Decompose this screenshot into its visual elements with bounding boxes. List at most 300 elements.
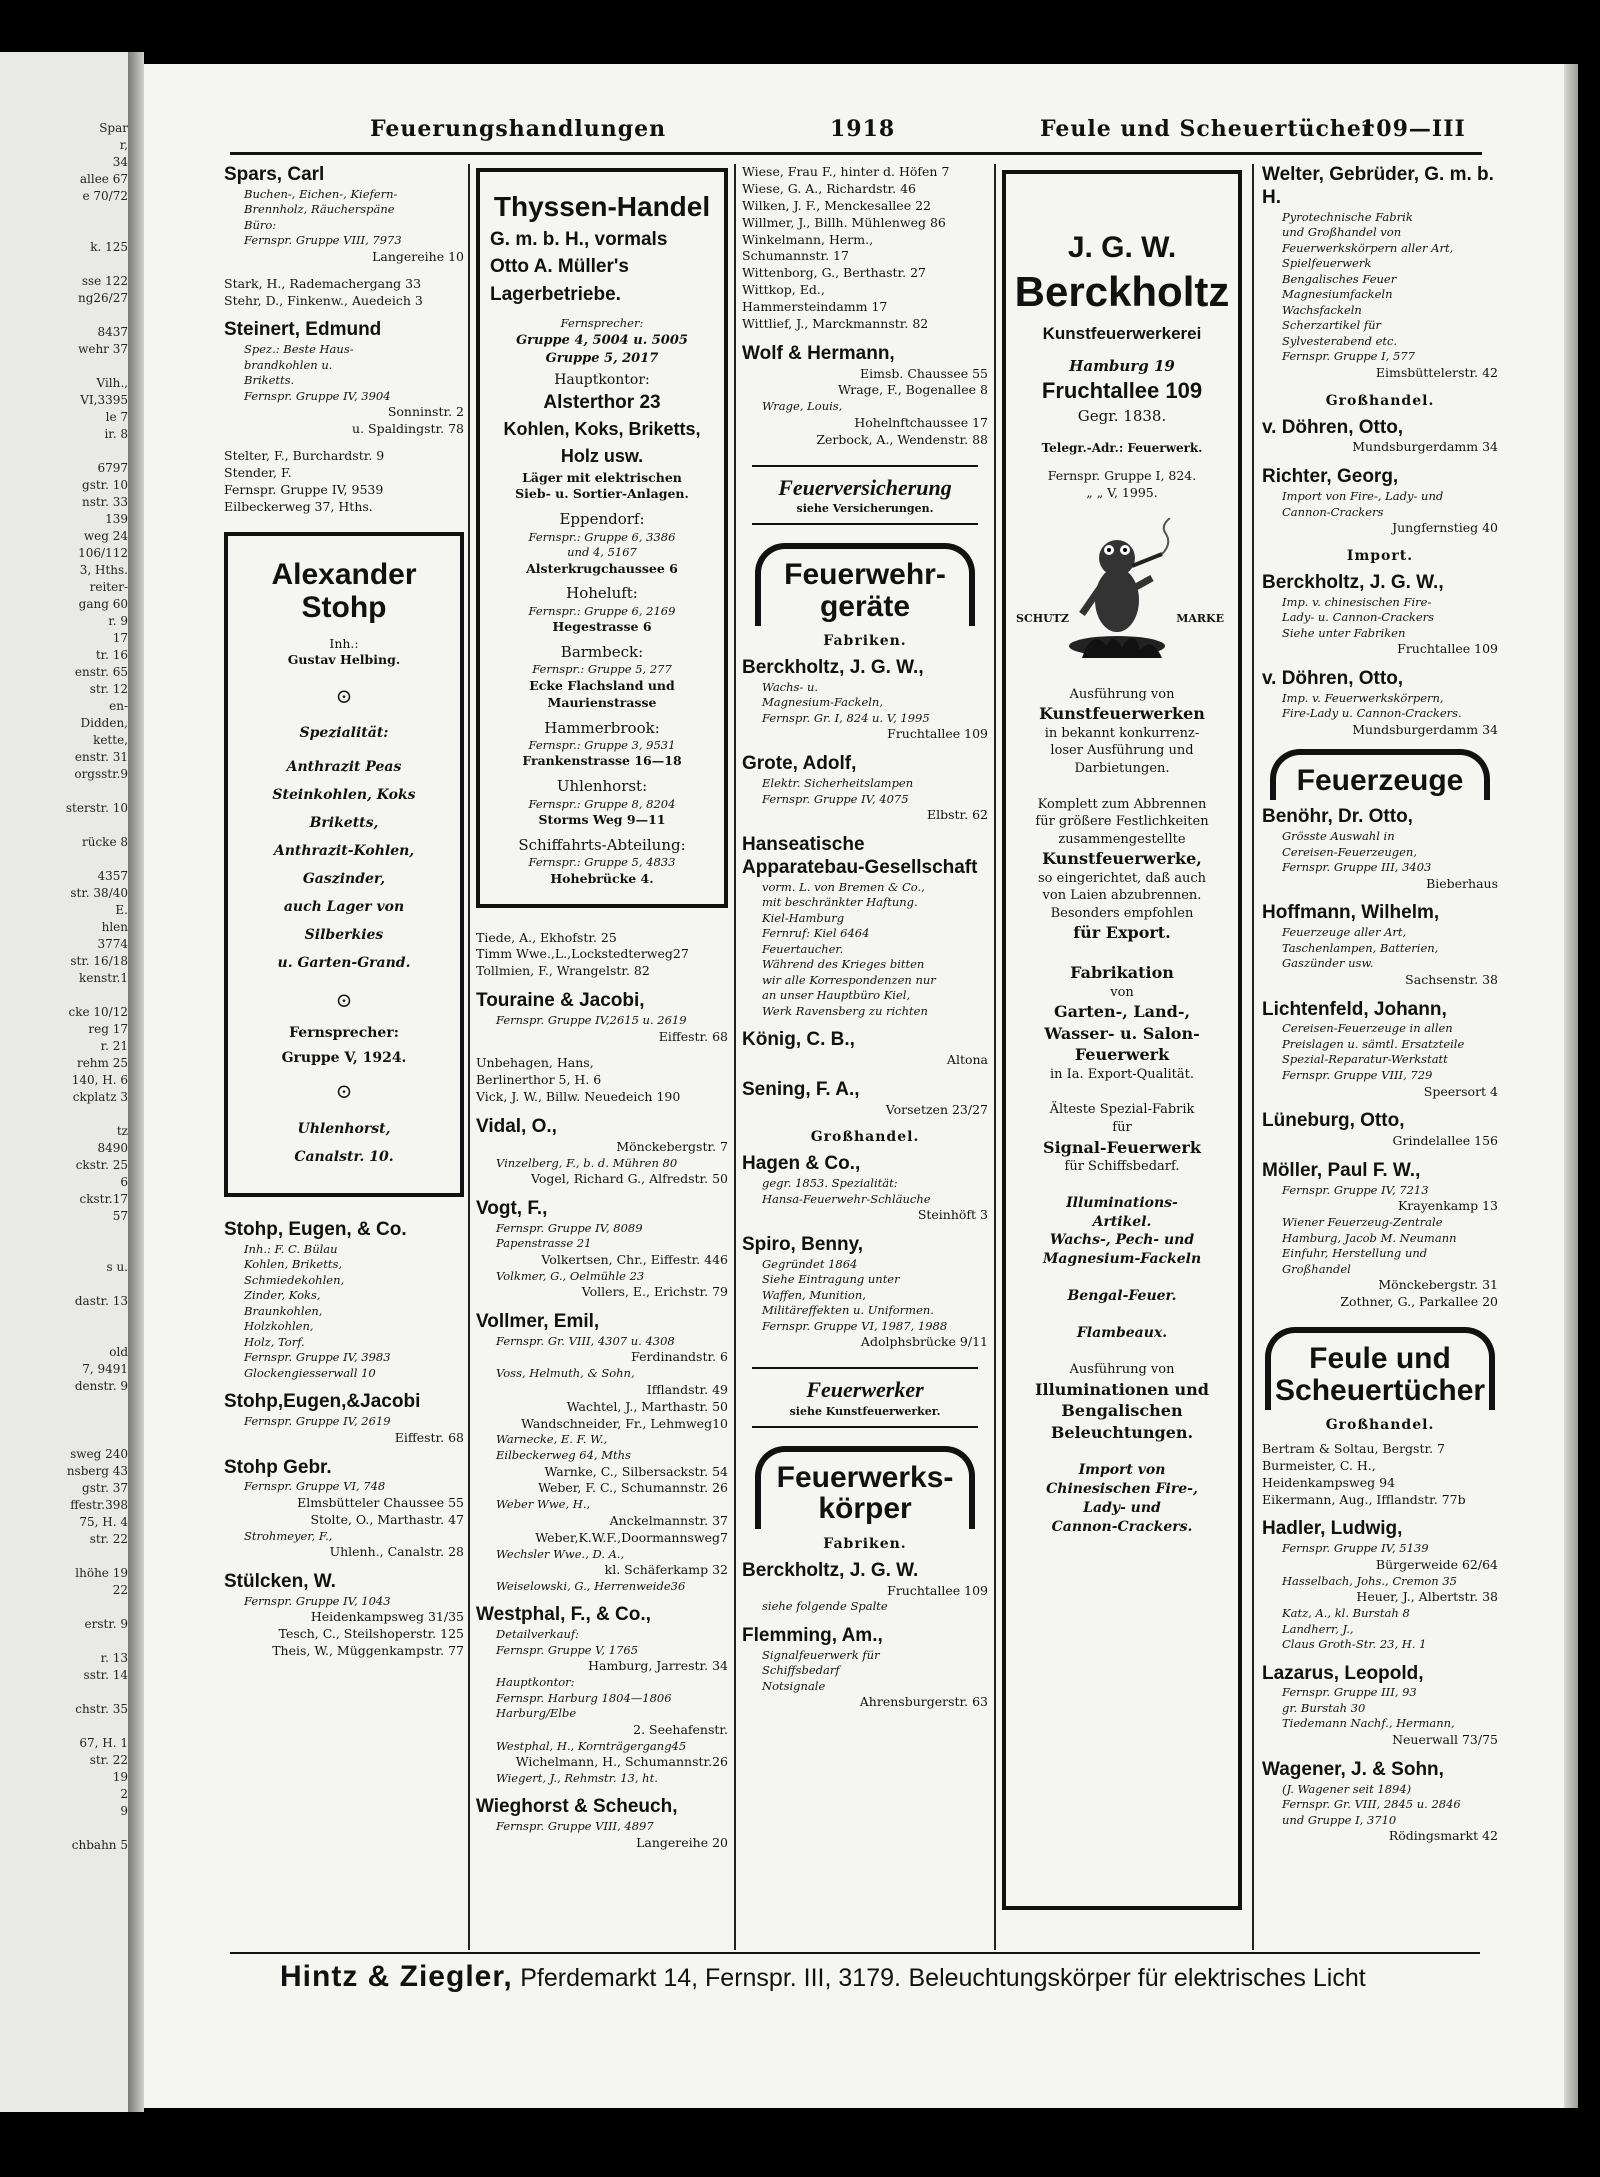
stub-line: 3, Hths. [79,563,128,577]
stub-line [2,1684,128,1701]
category-feule-scheuertuecher: Feule und Scheuertücher [1265,1327,1495,1410]
entry-line: Signalfeuerwerk für [762,1647,880,1662]
entry-line: Sonninstr. 2 [387,404,464,420]
stub-line: chstr. 35 [75,1702,128,1716]
entry-line: Inh.: F. C. Bülau [244,1241,338,1256]
entry-line: Feuerzeuge aller Art, [1282,925,1407,940]
stub-line [2,1599,128,1616]
stub-line [2,987,128,1004]
directory-entry [1262,1518,1498,1652]
entry-line: Notsignale [762,1678,826,1693]
stub-line: ckstr.17 [79,1192,128,1206]
footer-advert [280,1960,1480,2000]
entry-line: Siehe unter Fabriken [1282,625,1406,640]
ad-address [234,1115,454,1171]
grosshandel-heading: Großhandel. [810,1129,920,1146]
stub-line: kette, [93,733,128,747]
ad-branch [484,776,720,829]
entry-line: Holzkohlen, [244,1319,314,1334]
branch-address: Hohebrücke 4. [550,870,654,886]
branch-name: Hammerbrook: [544,718,660,737]
ad-founded: Gegr. 1838. [1077,406,1167,425]
entry-line: Warnke, C., Silbersackstr. 54 [544,1463,728,1479]
import-heading: Import. [1346,547,1414,564]
directory-entry [1262,417,1498,457]
entry-line: Holz, Torf. [244,1334,305,1349]
directory-entry [1262,999,1498,1101]
col1-bottom-entries [224,1219,464,1660]
ad-body-line: für Schiffsbedarf. [1064,1159,1180,1175]
stub-line: chbahn 5 [71,1838,128,1852]
entry-line: Mundsburgerdamm 34 [1352,439,1498,455]
entry-line: Lady- u. Cannon-Crackers [1282,610,1435,625]
stub-line: r. 13 [100,1651,128,1665]
mark-right: MARKE [1176,611,1224,625]
entry-line: Siehe Eintragung unter [762,1272,900,1287]
ad-body-line: Ausführung von [1069,1362,1175,1378]
header-left: Feuerungshandlungen [370,116,667,142]
ad-body-line: Cannon-Crackers. [1051,1519,1193,1536]
entry-line: Landherr, J., [1282,1621,1354,1636]
entry-line: Grösste Auswahl in [1282,829,1395,843]
entry-name: Vollmer, Emil, [476,1311,600,1333]
stub-line: s u. [106,1260,128,1274]
col1-top-entries [224,164,464,516]
entry-line: Fruchtallee 109 [887,1582,988,1598]
directory-entry [1262,164,1498,382]
entry-name: Steinert, Edmund [224,319,382,341]
entry-line: Fernspr. Gruppe IV, 7213 [1282,1182,1429,1197]
stub-line: str. 22 [89,1753,128,1767]
stub-line: r. 21 [100,1039,128,1053]
entry-line: Fernspr. Gruppe IV, 3983 [244,1350,391,1365]
directory-entry [1262,902,1498,988]
entry-line: Fernspr. Gruppe IV, 4075 [762,791,909,806]
stub-line [2,1310,128,1327]
entry-line: Magnesium-Fackeln, [762,695,883,710]
entry-line: Claus Groth-Str. 23, H. 1 [1282,1637,1427,1652]
directory-entry [742,834,988,1019]
entry-line: Mönckebergstr. 7 [616,1138,728,1154]
ad-telegr: Telegr.-Adr.: Feuerwerk. [1041,440,1203,455]
entry-line: Sachsenstr. 38 [1405,971,1498,987]
stub-line [2,205,128,222]
stub-line: 57 [112,1209,128,1223]
entry-line: Import von Fire-, Lady- und [1282,488,1444,503]
stub-line [2,817,128,834]
ad-body-line: in bekannt konkurrenz- [1044,725,1200,741]
stub-line [2,1225,128,1242]
entry-line: Einfuhr, Herstellung und [1282,1246,1428,1261]
ad-body-line: Illuminationen und [1035,1379,1209,1399]
entry-line: Magnesiumfackeln [1282,287,1393,302]
ad-owner-label: Inh.: [329,635,359,651]
stub-line: enstr. 65 [74,665,128,679]
ad-specialty: Silberkies [304,927,384,944]
stub-line: gstr. 37 [82,1481,128,1495]
entry-line: Fernspr. Gr. I, 824 u. V, 1995 [762,710,930,725]
ad-body-line: Signal-Feuerwerk [1043,1137,1201,1157]
ad-city: Hamburg 19 [1069,356,1175,375]
entry-line: Berlinerthor 5, H. 6 [476,1072,602,1088]
branch-address: Hegestrasse 6 [552,619,652,635]
ad-body-line: Lady- und [1083,1500,1161,1517]
entry-name: Hagen & Co., [742,1153,861,1175]
entry-line: Rödingsmarkt 42 [1388,1828,1498,1844]
stub-line: wehr 37 [78,342,128,356]
ad-body-line: Wachs-, Pech- und [1049,1232,1195,1249]
running-header [230,116,1480,150]
stub-line: tz [116,1124,128,1138]
directory-entry [476,1604,728,1786]
stub-line: rehm 25 [76,1056,128,1070]
entry-line: Glockengiesserwall 10 [244,1365,376,1380]
entry-line: Hauptkontor: [496,1675,575,1690]
stub-line: orgsstr.9 [74,767,128,781]
entry-line: Stehr, D., Finkenw., Auedeich 3 [224,292,423,308]
entry-line: an unser Hauptbüro Kiel, [762,988,911,1003]
col3-bottom-entries [742,1560,988,1711]
stub-line: 22 [112,1583,128,1597]
entry-line: Adolphsbrücke 9/11 [860,1334,988,1350]
entry-line: Fernruf: Kiel 6464 [762,926,870,941]
entry-line: Zerbock, A., Wendenstr. 88 [816,431,988,447]
entry-line: Bengalisches Feuer [1282,271,1397,286]
entry-name: Grote, Adolf, [742,753,857,775]
entry-line: gr. Burstah 30 [1282,1700,1366,1715]
ad-phone1: Fernspr. Gruppe I, 824. [1047,468,1197,483]
entry-name: Wagener, J. & Sohn, [1262,1758,1444,1780]
stub-line: sweg 240 [70,1447,128,1461]
entry-line: Westphal, H., Kornträgergang45 [496,1738,687,1753]
directory-entry [742,1625,988,1711]
entry-line: Heidenkampsweg 31/35 [310,1609,464,1625]
ad-body-line: Feuerwerk [1074,1045,1170,1065]
entry-line: Werk Ravensberg zu richten [762,1003,928,1018]
ad-body-line: Garten-, Land-, [1053,1002,1191,1022]
column-rule-4 [1252,164,1254,1950]
ad-body-line: von Laien abzubrennen. [1042,888,1202,904]
entry-line: Uhlenh., Canalstr. 28 [329,1544,464,1560]
ad-goods-line: Kohlen, Koks, Briketts, [503,418,701,439]
entry-line: Fernspr. Gruppe IV, 8089 [496,1220,643,1235]
entry-line: siehe folgende Spalte [762,1599,888,1614]
branch-name: Uhlenhorst: [556,777,648,796]
entry-line: Speersort 4 [1423,1083,1498,1099]
entry-line: Weber,K.W.F.,Doormannsweg7 [535,1529,728,1545]
entry-line: Hasselbach, Johs., Cremon 35 [1282,1573,1457,1588]
stub-line: ckstr. 25 [75,1158,128,1172]
branch-address: Ecke Flachsland und Maurienstrasse [529,677,675,710]
footer-brand: Hintz & Ziegler, [280,1960,513,1993]
ad-goods-line: Holz usw. [560,445,644,466]
entry-line: Fernspr. Gruppe V, 1765 [496,1642,639,1657]
entry-line: Wiegert, J., Rehmstr. 13, ht. [496,1770,658,1785]
stub-line [2,256,128,273]
entry-line: Vorsetzen 23/27 [885,1101,988,1117]
category-feuerwehrgeraete: Feuerwehr- geräte [755,543,975,626]
entry-line: Imp. v. Feuerwerkskörpern, [1282,690,1444,705]
entry-line: Fire-Lady u. Cannon-Crackers. [1282,706,1462,721]
stub-line: tr. 16 [95,648,128,662]
frog-trademark-icon [1012,518,1232,668]
entry-line: Wechsler Wwe., D. A., [496,1546,625,1561]
stub-line: 139 [105,512,128,526]
ad-title: Thyssen-Handel [493,191,711,222]
footer-rule [230,1952,1480,1954]
entry-name: Lazarus, Leopold, [1262,1662,1424,1684]
ad-phone2: „ „ V, 1995. [1086,484,1158,500]
entry-line: Detailverkauf: [496,1627,580,1642]
entry-line: Fernspr. Harburg 1804—1806 [496,1690,672,1705]
entry-line: Unbehagen, Hans, [476,1055,594,1071]
stub-line: le 7 [105,410,128,424]
entry-line: Tiede, A., Ekhofstr. 25 [476,929,617,945]
entry-name: Westphal, F., & Co., [476,1604,651,1626]
stub-line: 106/112 [78,546,128,560]
left-page-stub-text [2,120,128,1854]
entry-line: kl. Schäferkamp 32 [604,1562,728,1578]
entry-line: Timm Wwe.,L.,Lockstedterweg27 [476,946,689,962]
notice-title: Feuerwerker [806,1377,924,1403]
header-page-number: 109—III [1360,116,1466,142]
entry-line: Bürgerweide 62/64 [1375,1556,1498,1572]
entry-line: Fruchtallee 109 [1397,641,1498,657]
ad-specialty: Briketts, [309,815,379,832]
stub-line: k. 125 [90,240,128,254]
entry-line: Wandschneider, Fr., Lehmweg10 [521,1415,728,1431]
ad-body-line: Ausführung von [1069,686,1175,702]
directory-entry [1262,1759,1498,1845]
entry-line: Fernspr. Gr. VIII, 4307 u. 4308 [496,1333,675,1348]
entry-line: Cannon-Crackers [1282,504,1384,519]
stub-line: 6 [120,1175,128,1189]
entry-line: Theis, W., Müggenkampstr. 77 [272,1643,464,1659]
stub-line: str. 12 [89,682,128,696]
entry-name: Wolf & Hermann, [742,342,895,364]
entry-line: Harburg/Elbe [496,1706,577,1721]
entry-name: Flemming, Am., [742,1624,883,1646]
entry-line: Zothner, G., Parkallee 20 [1340,1294,1498,1310]
ad-subtitle [484,226,720,309]
ad-main-label: Hauptkontor: [554,372,650,389]
entry-line: Braunkohlen, [244,1303,323,1318]
entry-line: Fernspr. Gr. VIII, 2845 u. 2846 [1282,1797,1461,1812]
thyssen-handel-ad [476,168,728,908]
directory-entry [742,1079,988,1119]
stub-line: 8490 [97,1141,128,1155]
notice-title: Feuerversicherung [778,474,952,500]
branch-address: Frankenstrasse 16—18 [522,753,682,769]
stub-line [2,1633,128,1650]
stub-line: ng26/27 [78,291,128,305]
entry-line: Militäreffekten u. Uniformen. [762,1303,934,1318]
entry-line: Wittenborg, G., Berthastr. 27 [742,265,927,281]
entry-line: Stender, F. [224,464,292,480]
entry-name: v. Döhren, Otto, [1262,668,1404,689]
entry-line: Eimsb. Chaussee 55 [860,365,988,381]
entry-line: Gegründet 1864 [762,1256,858,1271]
entry-line: Strohmeyer, F., [244,1528,333,1543]
entry-line: Mönckebergstr. 31 [1378,1277,1498,1293]
entry-line: Brennholz, Räucherspäne [244,202,395,217]
entry-line: Feuertaucher. [762,941,844,956]
entry-line: Fernspr. Gruppe VI, 748 [244,1479,386,1494]
directory-entry [1262,572,1498,658]
entry-line: Spielfeuerwerk [1282,256,1372,271]
entry-line: (J. Wagener seit 1894) [1282,1781,1412,1796]
stub-line: r. 9 [108,614,128,628]
entry-line: Fernspr. Gruppe VIII, 729 [1282,1067,1433,1082]
entry-line: Während des Krieges bitten [762,957,925,972]
branch-name: Eppendorf: [559,510,645,529]
page-fold-shadow [128,52,144,2112]
ad-body-line: Import von [1078,1462,1166,1479]
ad-address-line: Uhlenhorst, [297,1121,391,1138]
stub-line [2,307,128,324]
ad-body-line: Chinesischen Fire-, [1046,1481,1198,1498]
ad-address-line: Canalstr. 10. [294,1149,394,1166]
ad-body-line: Älteste Spezial-Fabrik [1049,1102,1195,1118]
stub-line: sstr. 14 [83,1668,128,1682]
stub-line: sterstr. 10 [65,801,128,815]
directory-entry [224,1457,464,1561]
entry-line: Elbstr. 62 [926,807,988,823]
branch-phone: Fernspr.: Gruppe 8, 8204 [528,796,676,811]
feuerversicherung-notice [752,465,978,526]
directory-entry [742,1560,988,1615]
entry-name: Hanseatische Apparatebau-Gesellschaft [742,833,978,878]
ad-body-line: loser Ausführung und [1050,743,1194,759]
stub-line: nstr. 33 [81,495,128,509]
ad-address: Fruchtallee 109 [1041,377,1203,403]
entry-name: Spars, Carl [224,164,325,185]
feuerwerker-notice [752,1367,978,1428]
entry-name: Sening, F. A., [742,1078,860,1100]
ad-specialty: Steinkohlen, Koks [272,787,416,804]
stub-line [2,358,128,375]
entry-line: Elmsbütteler Chaussee 55 [297,1494,464,1510]
entry-line: Spezial-Reparatur-Werkstatt [1282,1052,1448,1067]
stub-line: Spar [99,121,128,135]
entry-line: Bertram & Soltau, Bergstr. 7 [1262,1440,1445,1456]
directory-entry [224,319,464,438]
entry-line: u. Spaldingstr. 78 [352,421,464,437]
entry-line: Bieberhaus [1426,875,1498,891]
directory-entry [224,1571,464,1660]
entry-name: v. Döhren, Otto, [1262,416,1404,438]
col5-grosshandel-entries [1262,417,1498,537]
entry-name: Stohp Gebr. [224,1456,332,1478]
entry-line: Winkelmann, Herm., [742,231,874,247]
directory-entry [224,1219,464,1381]
stub-line: ckplatz 3 [72,1090,128,1104]
branch-phone: Fernspr.: Gruppe 3, 9531 [528,737,676,752]
entry-name: Touraine & Jacobi, [476,990,645,1012]
entry-line: Schiffsbedarf [762,1663,840,1678]
entry-name: Benöhr, Dr. Otto, [1262,806,1413,828]
entry-line: Katz, A., kl. Burstah 8 [1282,1606,1410,1621]
ad-branches [484,509,720,887]
stub-line: 17 [112,631,128,645]
entry-line: Wittlief, J., Marckmannstr. 82 [742,315,929,331]
stub-line: lhöhe 19 [75,1566,128,1580]
stub-line: gstr. 10 [82,478,128,492]
ad-body-line: in Ia. Export-Qualität. [1049,1066,1195,1082]
directory-entry [1262,668,1498,739]
entry-line: Ifflandstr. 49 [646,1381,728,1397]
entry-line: Sylvesterabend etc. [1282,333,1398,348]
stub-line: ir. 8 [104,427,128,441]
entry-name: Berckholtz, J. G. W. [742,1559,919,1581]
entry-line: Weber, F. C., Schumannstr. 26 [538,1480,728,1496]
branch-phone: Fernspr.: Gruppe 5, 277 [532,662,672,677]
ad-specialties [234,753,454,977]
entry-line: Fernspr. Gruppe VI, 1987, 1988 [762,1318,948,1333]
notice-sub: siehe Kunstfeuerwerker. [789,1405,941,1419]
ad-phone-line: Gruppe 4, 5004 u. 5005 [516,332,688,348]
ad-body-line: Darbietungen. [1074,760,1170,776]
entry-line: Elektr. Sicherheitslampen [762,776,914,790]
entry-line: Tollmien, F., Wrangelstr. 82 [476,963,650,979]
entry-line: Eilbeckerweg 64, Mths [496,1448,631,1462]
entry-line: Steinhöft 3 [917,1207,988,1223]
stub-line: 7, 9491 [82,1362,128,1376]
ad-branch [484,718,720,771]
directory-entry [742,1029,988,1069]
entry-name: Stohp,Eugen,&Jacobi [224,1391,421,1413]
ad-body-line: Kunstfeuerwerke, [1042,849,1202,869]
entry-line: gegr. 1853. Spezialität: [762,1176,898,1191]
trademark-emblem [1012,518,1232,668]
col5-feuerzeuge-entries [1262,806,1498,1311]
grosshandel-heading: Großhandel. [1325,392,1435,409]
entry-line: Willmer, J., Billh. Mühlenweg 86 [742,214,946,230]
entry-name: Richter, Georg, [1262,466,1399,488]
ad-body-line: zusammengestellte [1058,831,1186,847]
stub-line [2,783,128,800]
stub-line [2,1395,128,1412]
entry-line: Preislagen u. sämtl. Ersatzteile [1282,1036,1465,1051]
entry-name: Stohp, Eugen, & Co. [224,1219,407,1241]
ad-specialty: auch Lager von [283,899,405,916]
stub-line: ffestr.398 [70,1498,128,1512]
stub-line: 75, H. 4 [79,1515,128,1529]
ornament-icon: ⊙ [335,1079,353,1104]
entry-line: mit beschränkter Haftung. [762,895,918,910]
ad-body-line: Beleuchtungen. [1050,1422,1194,1442]
ornament-icon: ⊙ [335,684,353,709]
branch-phone: Fernspr.: Gruppe 6, 3386 [528,529,676,544]
ad-stores-line: Läger mit elektrischen [522,469,682,485]
branch-address: Storms Weg 9—11 [538,812,666,828]
entry-line: Taschenlampen, Batterien, [1282,940,1439,955]
entry-line: und Großhandel von [1282,225,1402,240]
entry-line: Wichelmann, H., Schumannstr.26 [515,1754,728,1770]
directory-entry [1262,806,1498,892]
stub-line: dastr. 13 [74,1294,128,1308]
entry-name: Möller, Paul F. W., [1262,1160,1421,1182]
ad-body-line: Komplett zum Abbrennen [1037,796,1207,812]
entry-line: Fernspr. Gruppe IV, 3904 [244,388,391,403]
entry-line: Kohlen, Briketts, [244,1257,343,1272]
directory-entry [1262,466,1498,537]
column-rule-3 [994,164,996,1950]
entry-line: Eimsbüttelerstr. 42 [1375,364,1498,380]
entry-line: Warnecke, E. F. W., [496,1432,608,1447]
column-2 [476,164,728,1944]
entry-line: Wiese, G. A., Richardstr. 46 [742,180,916,196]
